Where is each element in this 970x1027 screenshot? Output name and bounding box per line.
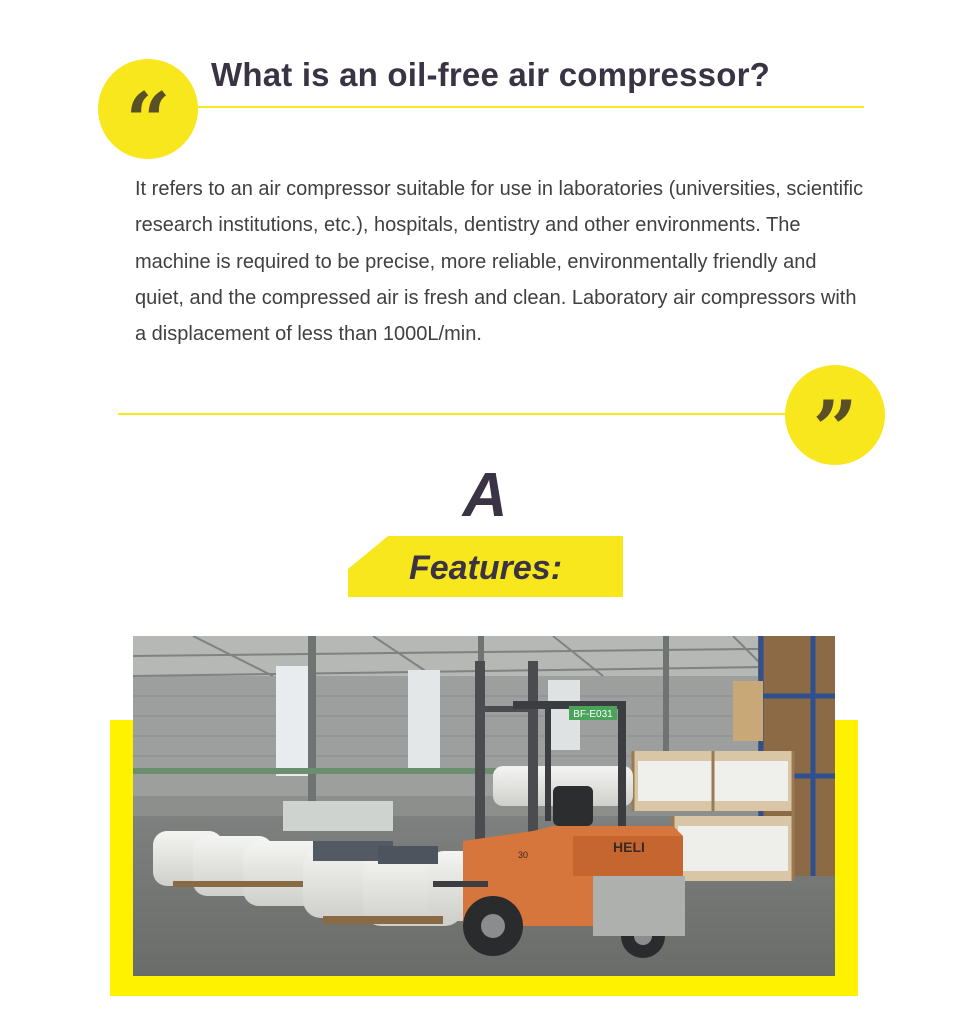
forklift-brand: HELI — [613, 839, 645, 855]
close-quote-badge — [785, 365, 885, 475]
warehouse-photo — [133, 636, 835, 976]
description-paragraph: It refers to an air compressor suitable for use in laboratories (universities, scientific research institutions, etc.), hospitals, dentistry and other environments. The machine is required to be precise, more reliable, environmentally friendly and quiet, and the compressed air is fresh and clean. Laboratory air compressors with a displacement of less than 1000L/min. — [135, 178, 864, 346]
section-heading: What is an oil-free air compressor? — [211, 56, 770, 93]
open-quote-icon: “ — [125, 76, 171, 167]
close-quote-icon: ” — [812, 384, 858, 475]
forklift-plate: BF-E031 — [573, 709, 613, 720]
warehouse-illustration — [133, 636, 835, 976]
features-banner — [348, 536, 623, 597]
features-label: Features: — [408, 549, 563, 587]
closing-divider — [118, 413, 798, 415]
heading-underline — [198, 106, 864, 108]
feature-letter: A — [462, 461, 508, 530]
open-quote-badge — [98, 59, 198, 167]
forklift-model: 30 — [518, 850, 529, 860]
